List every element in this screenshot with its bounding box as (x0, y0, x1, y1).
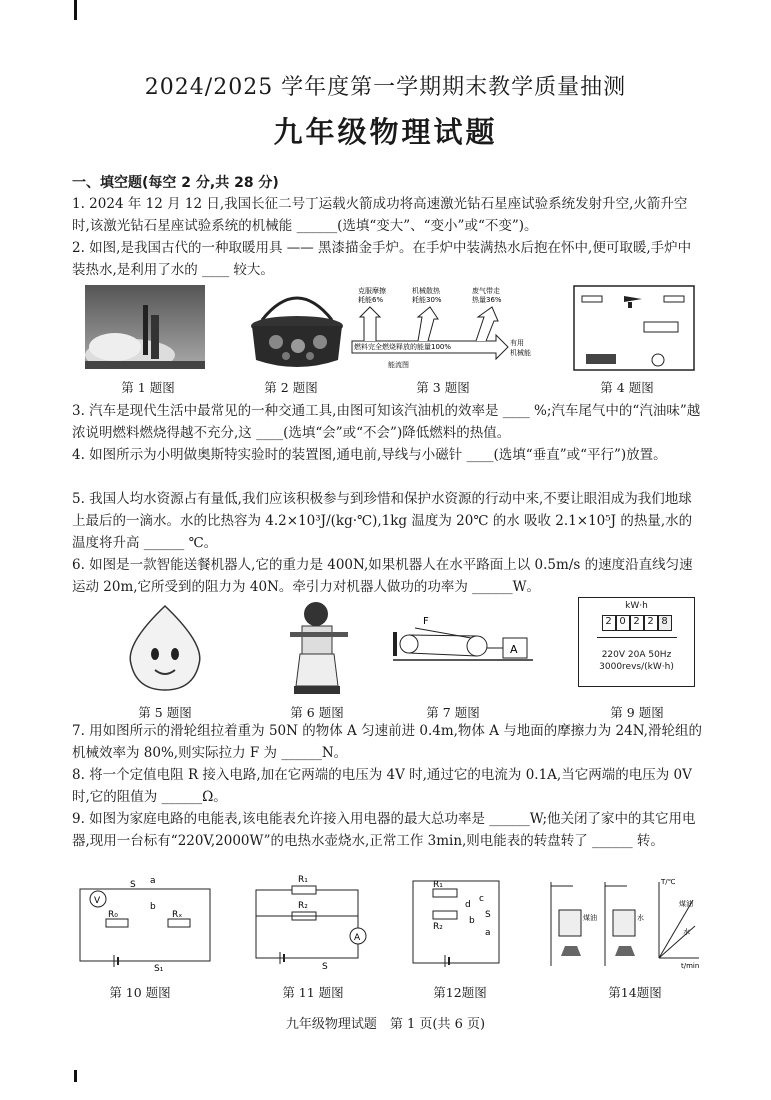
svg-text:耗能6%: 耗能6% (358, 296, 384, 304)
caption-fig11: 第 11 题图 (282, 985, 344, 1000)
meter-revs: 3000revs/(kW·h) (599, 662, 674, 672)
binding-mark-top (74, 0, 77, 20)
question-1: 1. 2024 年 12 月 12 日,我国长征二号丁运载火箭成功将高速激光钻石星座试验系统发射升空,火箭升空时,该激光钻石星座试验系统的机械能 ______(选填“变大”、“变小”或“不变”)。 (72, 196, 688, 234)
caption-fig4: 第 4 题图 (600, 380, 654, 395)
question-4: 4. 如图所示为小明做奥斯特实验时的装置图,通电前,导线与小磁针 ____(选填“垂直”或“平行”)放置。 (72, 447, 667, 463)
caption-fig6: 第 6 题图 (290, 705, 344, 720)
exam-title-line2: 九年级物理试题 (273, 115, 498, 149)
fig7-pulley-system (393, 612, 533, 672)
caption-fig3: 第 3 题图 (416, 380, 470, 395)
caption-fig1: 第 1 题图 (121, 380, 175, 395)
caption-fig14: 第14题图 (608, 985, 662, 1000)
svg-text:a: a (485, 928, 491, 938)
svg-text:S: S (485, 910, 491, 920)
svg-text:Rₓ: Rₓ (172, 910, 183, 920)
meter-digits (579, 615, 694, 631)
svg-text:b: b (150, 902, 156, 912)
svg-text:S: S (322, 962, 328, 970)
question-3: 3. 汽车是现代生活中最常见的一种交通工具,由图可知该汽油机的效率是 ____ %;汽车尾气中的“汽油味”越浓说明燃料燃烧得越不充分,这 ____(选填“会”或“不会”)降低燃料的热值。 (72, 403, 701, 441)
question-8: 8. 将一个定值电阻 R 接入电路,加在它两端的电压为 4V 时,通过它的电流为 0.1A,当它两端的电压为 0V 时,它的阻值为 ______Ω。 (72, 767, 692, 805)
svg-text:R₂: R₂ (298, 901, 308, 911)
fig10-voltmeter-label: V (94, 896, 101, 906)
caption-fig2: 第 2 题图 (264, 380, 318, 395)
question-2: 2. 如图,是我国古代的一种取暖用具 —— 黑漆描金手炉。在手炉中装满热水后抱在怀中,便可取暖,手炉中装热水,是利用了水的 ____ 较大。 (72, 240, 692, 278)
svg-text:煤油: 煤油 (679, 900, 693, 908)
fig3-flow-label: 能流图 (388, 361, 409, 369)
fig1-rocket-launch-photo (85, 285, 205, 369)
svg-text:t/min: t/min (681, 962, 700, 970)
fig4-oersted-setup (572, 282, 696, 374)
fig6-delivery-robot (282, 598, 352, 696)
caption-fig5: 第 5 题图 (138, 705, 192, 720)
fig14-heating-experiment (543, 876, 701, 972)
svg-text:耗能30%: 耗能30% (412, 296, 442, 304)
meter-unit: kW·h (625, 601, 648, 611)
svg-text:T/℃: T/℃ (661, 878, 676, 886)
caption-fig9: 第 9 题图 (610, 705, 664, 720)
question-9: 9. 如图为家庭电路的电能表,该电能表允许接入用电器的最大总功率是 ______W;他关闭了家中的其它用电器,现用一台标有“220V,2000W”的电热水壶烧水,正常工作 3min,则电能表的转盘转了 ______ 转。 (72, 811, 696, 849)
fig5-water-drop-mascot (115, 600, 215, 696)
caption-fig10: 第 10 题图 (109, 985, 171, 1000)
page-footer: 九年级物理试题 第 1 页(共 6 页) (285, 1017, 486, 1032)
svg-text:S₁: S₁ (154, 964, 164, 973)
section-heading-fill-blanks: 一、填空题(每空 2 分,共 28 分) (72, 175, 279, 191)
exam-title-line1: 2024/2025 学年度第一学期期末教学质量抽测 (144, 75, 627, 100)
svg-text:S: S (130, 880, 136, 890)
fig3-energy-flow-diagram (348, 283, 533, 371)
svg-text:R₀: R₀ (108, 910, 118, 920)
fig9-energy-meter (578, 597, 695, 687)
svg-text:机械散热: 机械散热 (412, 287, 440, 295)
svg-text:机械能: 机械能 (510, 349, 531, 357)
svg-text:R₁: R₁ (433, 880, 443, 890)
svg-text:R₂: R₂ (433, 922, 443, 932)
caption-fig12: 第12题图 (433, 985, 487, 1000)
svg-text:R₁: R₁ (298, 875, 308, 885)
question-5: 5. 我国人均水资源占有量低,我们应该积极参与到珍惜和保护水资源的行动中来,不要让眼泪成为我们地球上最后的一滴水。水的比热容为 4.2×10³J/(kg·℃),1kg 温度为 20℃ 的水 吸收 2.1×10⁵J 的热量,水的温度将升高 ______ ℃。 (72, 491, 693, 551)
svg-text:煤油: 煤油 (583, 914, 597, 922)
svg-text:b: b (469, 916, 475, 926)
fig12-circuit (411, 875, 511, 971)
question-6: 6. 如图是一款智能送餐机器人,它的重力是 400N,如果机器人在水平路面上以 0.5m/s 的速度沿直线匀速运动 20m,它所受到的阻力为 40N。牵引力对机器人做功的功率为 ______W。 (72, 557, 693, 595)
fig11-circuit (252, 872, 370, 970)
meter-digit-decimal: 8 (658, 615, 672, 631)
meter-digit: 2 (602, 615, 616, 631)
fig2-hand-warmer (248, 282, 346, 372)
question-7: 7. 用如图所示的滑轮组拉着重为 50N 的物体 A 匀速前进 0.4m,物体 A 与地面的摩擦力为 24N,滑轮组的机械效率为 80%,则实际拉力 F 为 ______N。 (72, 723, 702, 761)
meter-digit: 2 (644, 615, 658, 631)
meter-disk (597, 637, 677, 646)
fig3-base-label: 燃料完全燃烧释放的能量100% (354, 343, 452, 351)
meter-rating: 220V 20A 50Hz (601, 650, 672, 660)
svg-text:克服摩擦: 克服摩擦 (358, 287, 386, 295)
svg-text:水: 水 (637, 914, 644, 922)
caption-fig7: 第 7 题图 (426, 705, 480, 720)
fig7-block-label: A (510, 643, 518, 656)
svg-text:c: c (479, 894, 484, 904)
svg-text:有用: 有用 (510, 339, 524, 347)
meter-digit: 0 (616, 615, 630, 631)
fig10-circuit (78, 875, 213, 973)
fig7-force-label: F (423, 616, 429, 627)
meter-digit: 2 (630, 615, 644, 631)
svg-text:热量36%: 热量36% (472, 296, 502, 304)
svg-text:a: a (150, 876, 156, 886)
svg-text:废气带走: 废气带走 (472, 287, 500, 295)
svg-text:水: 水 (683, 928, 690, 936)
binding-mark-bottom (74, 1070, 77, 1082)
svg-text:d: d (465, 900, 471, 910)
fig11-ammeter-label: A (354, 933, 361, 943)
